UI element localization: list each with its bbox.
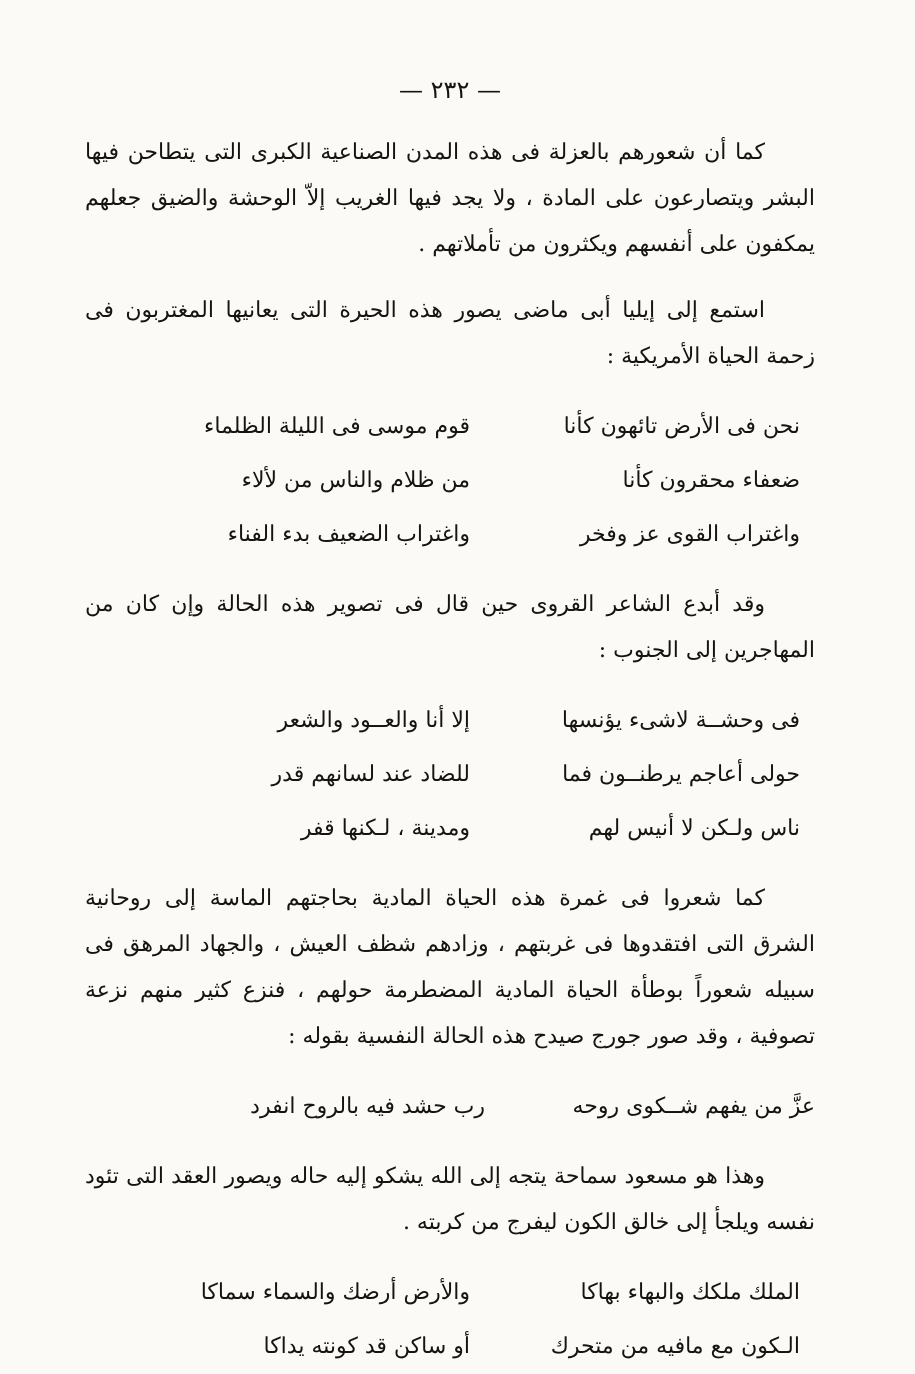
verse-first-hemistich: عزَّ من يفهم شــكوى روحه: [572, 1094, 815, 1119]
paragraph-5: وهذا هو مسعود سماحة يتجه إلى الله يشكو إليه حاله ويصور العقد التى تئود نفسه ويلجأ إلى خالق الكون ليفرج من كربته .: [85, 1164, 815, 1235]
verse: [85, 454, 815, 508]
verse-first-hemistich: فى وحشــة لاشىء يؤنسها: [561, 708, 800, 733]
verse-second-hemistich: رب حشد فيه بالروح انفرد: [250, 1094, 485, 1119]
verse: [85, 1320, 815, 1374]
verse-first-hemistich: نحن فى الأرض تائهون كأنا: [563, 414, 800, 439]
verse-second-hemistich: واغتراب الضعيف بدء الفناء: [227, 522, 470, 547]
poem-abu-madi: [85, 400, 815, 562]
verse: [85, 1266, 815, 1320]
verse: [85, 802, 815, 856]
verse-first-hemistich: ضعفاء محقرون كأنا: [622, 468, 800, 493]
verse-second-hemistich: إلا أنا والعــود والشعر: [277, 708, 470, 733]
paragraph-3: وقد أبدع الشاعر القروى حين قال فى تصوير هذه الحالة وإن كان من المهاجرين إلى الجنوب :: [85, 592, 815, 663]
verse-second-hemistich: أو ساكن قد كونته يداكا: [263, 1334, 470, 1359]
verse-second-hemistich: قوم موسى فى الليلة الظلماء: [204, 414, 470, 439]
verse-first-hemistich: حولى أعاجم يرطنــون فما: [562, 762, 800, 787]
verse: [85, 400, 815, 454]
verse-second-hemistich: للضاد عند لسانهم قدر: [271, 762, 470, 787]
verse: [85, 694, 815, 748]
verse-first-hemistich: واغتراب القوى عز وفخر: [579, 522, 800, 547]
paragraph-1: كما أن شعورهم بالعزلة فى هذه المدن الصناعية الكبرى التى يتطاحن فيها البشر ويتصارعون على المادة ، ولا يجد فيها الغريب إلاّ الوحشة والضيق جعلهم يمكفون على أنفسهم ويكثرون من تأملاتهم .: [85, 140, 815, 257]
verse-first-hemistich: ناس ولـكن لا أنيس لهم: [588, 816, 800, 841]
verse-first-hemistich: الملك ملكك والبهاء بهاكا: [580, 1280, 800, 1305]
page-number: — ٢٣٢ —: [399, 76, 501, 104]
poem-samaha: [85, 1266, 815, 1374]
paragraph-4: كما شعروا فى غمرة هذه الحياة المادية بحاجتهم الماسة إلى روحانية الشرق التى افتقدوها فى غربتهم ، وزادهم شظف العيش ، والجهاد المرهق فى سبيله شعوراً بوطأة الحياة المادية المضطرمة حولهم ، فنزع كثير منهم نزعة تصوفية ، وقد صور جورج صيدح هذه الحالة النفسية بقوله :: [85, 886, 815, 1049]
verse: [85, 748, 815, 802]
paragraph-2: استمع إلى إيليا أبى ماضى يصور هذه الحيرة التى يعانيها المغتربون فى زحمة الحياة الأمريكية :: [85, 298, 815, 369]
verse: [85, 1080, 815, 1134]
poem-sayedh: [85, 1080, 815, 1134]
verse-first-hemistich: الـكون مع مافيه من متحرك: [550, 1334, 800, 1359]
verse-second-hemistich: والأرض أرضك والسماء سماكا: [200, 1280, 470, 1305]
verse-second-hemistich: من ظلام والناس من لألاء: [241, 468, 470, 493]
verse: [85, 508, 815, 562]
verse-second-hemistich: ومدينة ، لـكنها قفر: [300, 816, 470, 841]
poem-qarawi: [85, 694, 815, 856]
